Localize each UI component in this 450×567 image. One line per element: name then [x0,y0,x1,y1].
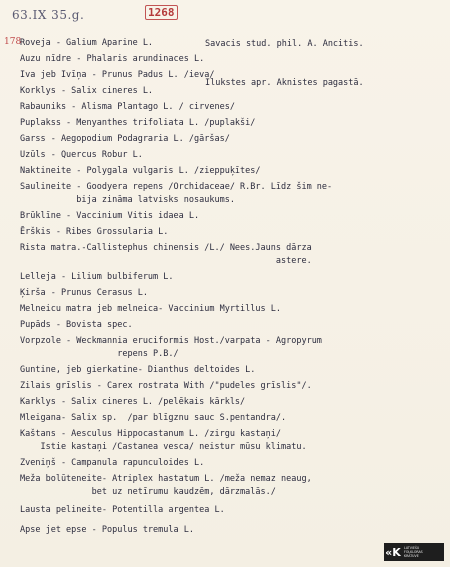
list-item: Uzūls - Quercus Robur L. [20,150,143,160]
list-item: Rista matra.-Callistephus chinensis /L./ Nees.Jauns dārza [20,243,312,253]
list-item: Pupāds - Bovista spec. [20,320,133,330]
list-item: bija zināma latvisks nosaukums. [20,195,235,205]
list-item: Korklys - Salix cineres L. [20,86,154,96]
handwritten-date: 63.IX 35.g. [12,8,85,22]
list-item: Istie kastaņi /Castanea vesca/ neistur mūsu klimatu. [20,442,307,452]
logo-line-3: KRĀTUVE [404,554,419,558]
list-item: bet uz netīrumu kaudzēm, dārzmalās./ [20,487,276,497]
list-item: Lausta pelineite- Potentilla argentea L. [20,505,225,515]
list-item: repens P.B./ [20,349,179,359]
list-item: Karklys - Salix cineres L. /pelēkais kārkls/ [20,397,246,407]
list-item: Brūklīne - Vaccinium Vitis idaea L. [20,211,200,221]
archive-logo-text [402,546,423,558]
list-item: astere. [20,256,312,266]
list-item: Ērškis - Ribes Grossularia L. [20,227,169,237]
list-item: Kaštans - Aesculus Hippocastanum L. /zirgu kastaņi/ [20,429,281,439]
archive-stamp-number: 1268 [145,5,178,20]
margin-number: 178 [4,37,22,47]
list-item: Rabauniks - Alisma Plantago L. / cirvenes/ [20,102,235,112]
list-item: Roveja - Galium Aparine L. [20,38,154,48]
list-item: Naktineite - Polygala vulgaris L. /zieppuķītes/ [20,166,261,176]
list-item: Lelleja - Lilium bulbiferum L. [20,272,174,282]
list-item: Garss - Aegopodium Podagraria L. /gāršas/ [20,134,230,144]
list-item: Zilais grīslis - Carex rostrata With /"pudeles grīslis"/. [20,381,312,391]
list-item: Guntine, jeb gierkatine- Dianthus deltoides L. [20,365,256,375]
list-item: Meža bolūteneite- Atriplex hastatum L. /meža nemaz neaug, [20,474,312,484]
list-item: Auzu nīdre - Phalaris arundinaces L. [20,54,205,64]
logo-line-1: LATVIEŠU [404,546,420,550]
header-line-2: Ilukstes apr. Aknistes pagastā. [205,78,364,88]
list-item: Puplakss - Menyanthes trifoliata L. /puplakši/ [20,118,256,128]
list-item: Zveniņš - Campanula rapunculoides L. [20,458,205,468]
list-item: Vorpzole - Weckmannia eruciformis Host./varpata - Agropyrum [20,336,322,346]
archive-logo-icon: «K [385,545,401,559]
logo-line-2: FOLKLORAS [404,550,423,554]
list-item: Mleigana- Salix sp. /par blīgznu sauc S.pentandra/. [20,413,287,423]
list-item: Saulineite - Goodyera repens /Orchidaceae/ R.Br. Līdz šim ne- [20,182,333,192]
list-item: Iva jeb Ivīņa - Prunus Padus L. /ieva/ [20,70,215,80]
header-line-1: Savacis stud. phil. A. Ancitis. [205,39,364,49]
archive-logo [384,543,444,561]
list-item: Melneicu matra jeb melneica- Vaccinium Myrtillus L. [20,304,281,314]
list-item: Ķirša - Prunus Cerasus L. [20,288,148,298]
list-item: Apse jet epse - Populus tremula L. [20,525,194,535]
